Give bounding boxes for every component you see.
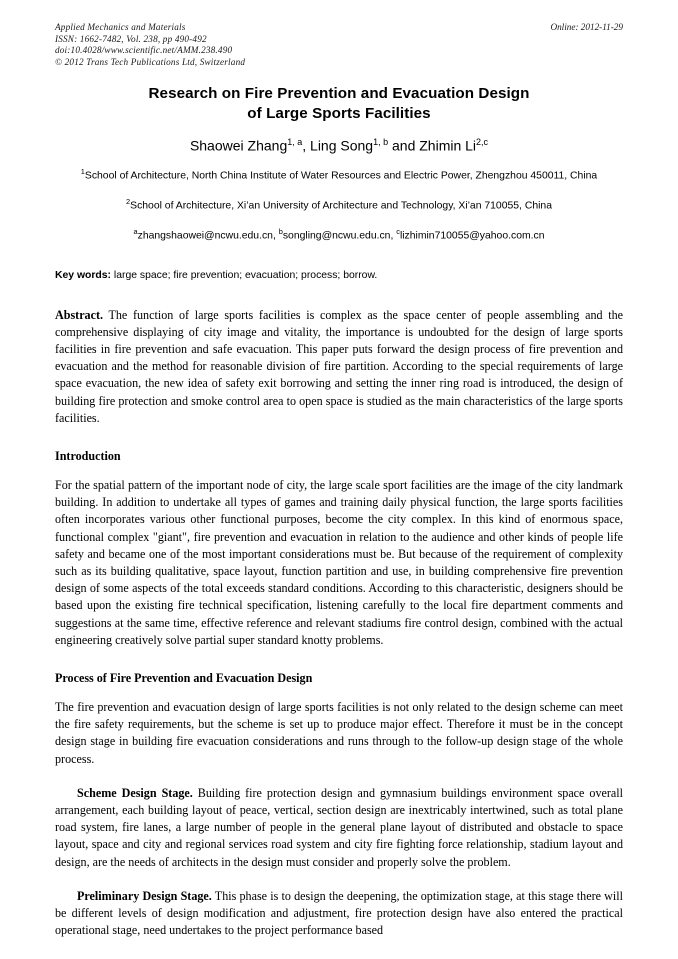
author-2-affiliation-marker: 1, b	[373, 137, 389, 147]
preliminary-design-stage-label: Preliminary Design Stage.	[77, 888, 212, 903]
online-date: Online: 2012-11-29	[550, 22, 623, 32]
preliminary-design-stage-text: This phase is to design the deepening, the optimization stage, at this stage there will be different levels of design modification and adjustment, fire protection design have also entered the practical operational stage, need undertakes to the project performance based	[55, 888, 623, 938]
masthead-left	[55, 22, 623, 68]
author-3-name: Zhimin Li	[419, 137, 477, 154]
issn-line: ISSN: 1662-7482, Vol. 238, pp 490-492	[55, 33, 207, 44]
author-separator-1: ,	[302, 137, 311, 154]
preliminary-design-stage-paragraph	[55, 888, 623, 940]
introduction-paragraph-1: For the spatial pattern of the important node of city, the large scale sport facilities are the image of the city landmark building. In addition to undertake all types of games and training daily physical function, the large sports facilities often incorporates various other functional purposes, become the city complex. In this kind of enormous space, functional complex "giant", fire prevention and evacuation in relation to the audience and other kinds of people life safety and became one of the most important considerations must be. But because of the requirement of complexity such as its building qualitative, space layout, function partition and use, in building comprehensive fire prevention design of some aspects of the total exceeds standard conditions. According to this characteristic, designers should be based upon the existing fire technical specification, listening carefully to the local fire department comments and suggestions at the same time, effective reference and relevant stadiums fire control design, combined with the actual engineering creatively solve partial super standard knotty problems.	[55, 477, 623, 647]
doi-line: doi:10.4028/www.scientific.net/AMM.238.490	[55, 45, 233, 56]
email-marker-b: b	[278, 226, 283, 236]
email-a: zhangshaowei@ncwu.edu.cn,	[137, 230, 279, 242]
keywords-line	[55, 269, 623, 283]
scheme-design-stage-paragraph	[55, 785, 623, 871]
email-b: songling@ncwu.edu.cn,	[282, 230, 397, 242]
affiliation-2-marker: 2	[126, 196, 131, 206]
email-marker-a: a	[133, 226, 138, 236]
masthead	[55, 22, 623, 72]
affiliation-1-text: School of Architecture, North China Institute of Water Resources and Electric Power, Zhengzhou 450011, China	[84, 170, 598, 182]
scheme-design-stage-label: Scheme Design Stage.	[77, 785, 193, 800]
author-list	[55, 133, 623, 155]
copyright-line: © 2012 Trans Tech Publications Ltd, Switzerland	[55, 56, 246, 67]
author-1-name: Shaowei Zhang	[189, 137, 288, 154]
title-line-2: of Large Sports Facilities	[247, 104, 431, 122]
article-body	[55, 307, 623, 940]
email-marker-c: c	[396, 226, 400, 236]
abstract-text: The function of large sports facilities is complex as the space center of people assembling and the comprehensive displaying of city image and vitality, the importance is undoubted for the design of large sports facilities in fire prevention and safe evacuation. This paper puts forward the design process of fire prevention and evacuation and the method for reasonable division of fire partition. According to the special requirements of large space evacuation, the new idea of safety exit borrowing and setting the inner ring road is introduced, the design of building fire protection and smoke control area to open space is studied as the main characteristics of the large sports facilities.	[55, 307, 623, 425]
author-separator-2: and	[388, 137, 420, 154]
keywords-label: Key words:	[55, 269, 112, 281]
affiliation-2	[55, 194, 623, 215]
abstract-paragraph	[55, 307, 623, 427]
author-2-name: Ling Song	[310, 137, 374, 154]
title-line-1: Research on Fire Prevention and Evacuation Design	[148, 85, 530, 102]
affiliation-2-text: School of Architecture, Xi’an University of Architecture and Technology, Xi’an 710055, China	[130, 200, 552, 212]
page-title	[55, 84, 623, 123]
affiliation-1-marker: 1	[80, 166, 85, 176]
section-heading-process: Process of Fire Prevention and Evacuation Design	[55, 671, 313, 686]
scheme-design-stage-text: Building fire protection design and gymnasium buildings environment space overall arrangement, each building layout of peace, vertical, section design are inextricably intertwined, such as total plane road system, fire lanes, a large number of people in the general plane layout of distributed and obstacle to space layout, space and city and regional services road system and city fire fighting force relationship, stadium layout and design, are the needs of architects in the design must consider and properly solve the problem.	[55, 785, 623, 869]
author-3-affiliation-marker: 2,c	[476, 137, 489, 147]
section-heading-introduction: Introduction	[55, 448, 121, 463]
affiliation-1	[55, 164, 623, 185]
author-1-affiliation-marker: 1, a	[287, 137, 303, 147]
author-emails	[55, 224, 623, 245]
affiliation-block	[55, 164, 623, 245]
process-paragraph-1: The fire prevention and evacuation design of large sports facilities is not only related to the design scheme can meet the fire safety requirements, but the scheme is set up to produce major effect. Therefore it must be in the concept design stage in building fire evacuation considerations and runs through to the follow-up design stage of the whole process.	[55, 700, 623, 766]
email-c: lizhimin710055@yahoo.com.cn	[399, 230, 545, 242]
keywords-value: large space; fire prevention; evacuation; process; borrow.	[111, 269, 378, 281]
abstract-label: Abstract.	[55, 307, 104, 322]
journal-name: Applied Mechanics and Materials	[55, 22, 186, 32]
